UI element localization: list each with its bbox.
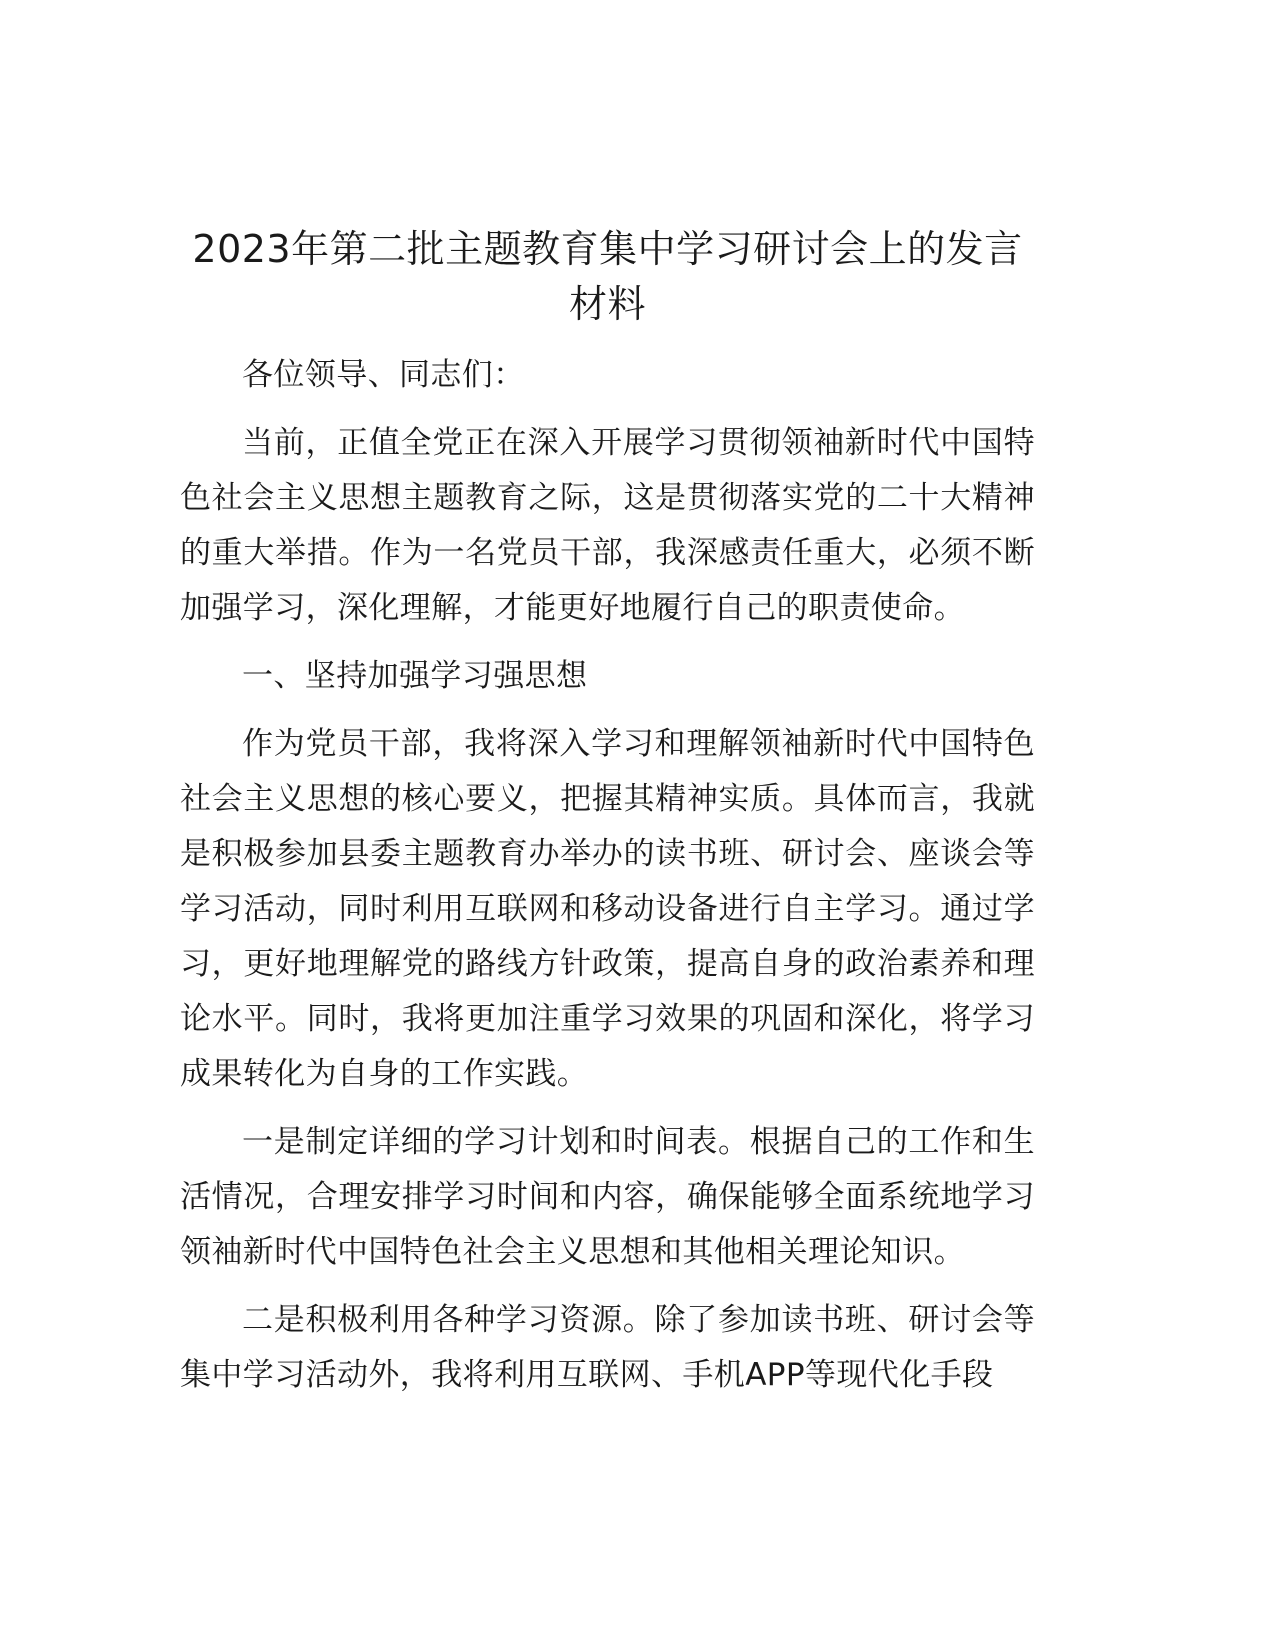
intro-paragraph: 当前，正值全党正在深入开展学习贯彻领袖新时代中国特色社会主义思想主题教育之际，这是贯彻落实党的二十大精神的重大举措。作为一名党员干部，我深感责任重大，必须不断加强学习，深化理解，才能更好地履行自己的职责使命。	[180, 425, 1035, 626]
document-title: 2023年第二批主题教育集中学习研讨会上的发言材料	[192, 227, 1023, 326]
body-paragraph: 作为党员干部，我将深入学习和理解领袖新时代中国特色社会主义思想的核心要义，把握其精神实质。具体而言，我就是积极参加县委主题教育办举办的读书班、研讨会、座谈会等学习活动，同时利用互联网和移动设备进行自主学习。通过学习，更好地理解党的路线方针政策，提高自身的政治素养和理论水平。同时，我将更加注重学习效果的巩固和深化，将学习成果转化为自身的工作实践。	[180, 726, 1035, 1092]
body-paragraph: 二是积极利用各种学习资源。除了参加读书班、研讨会等集中学习活动外，我将利用互联网、手机APP等现代化手段	[180, 1302, 1035, 1393]
section-heading: 一、坚持加强学习强思想	[242, 658, 588, 694]
body-paragraph: 一是制定详细的学习计划和时间表。根据自己的工作和生活情况，合理安排学习时间和内容，确保能够全面系统地学习领袖新时代中国特色社会主义思想和其他相关理论知识。	[180, 1124, 1035, 1270]
salutation: 各位领导、同志们：	[242, 357, 525, 393]
document-body	[180, 222, 1035, 1416]
